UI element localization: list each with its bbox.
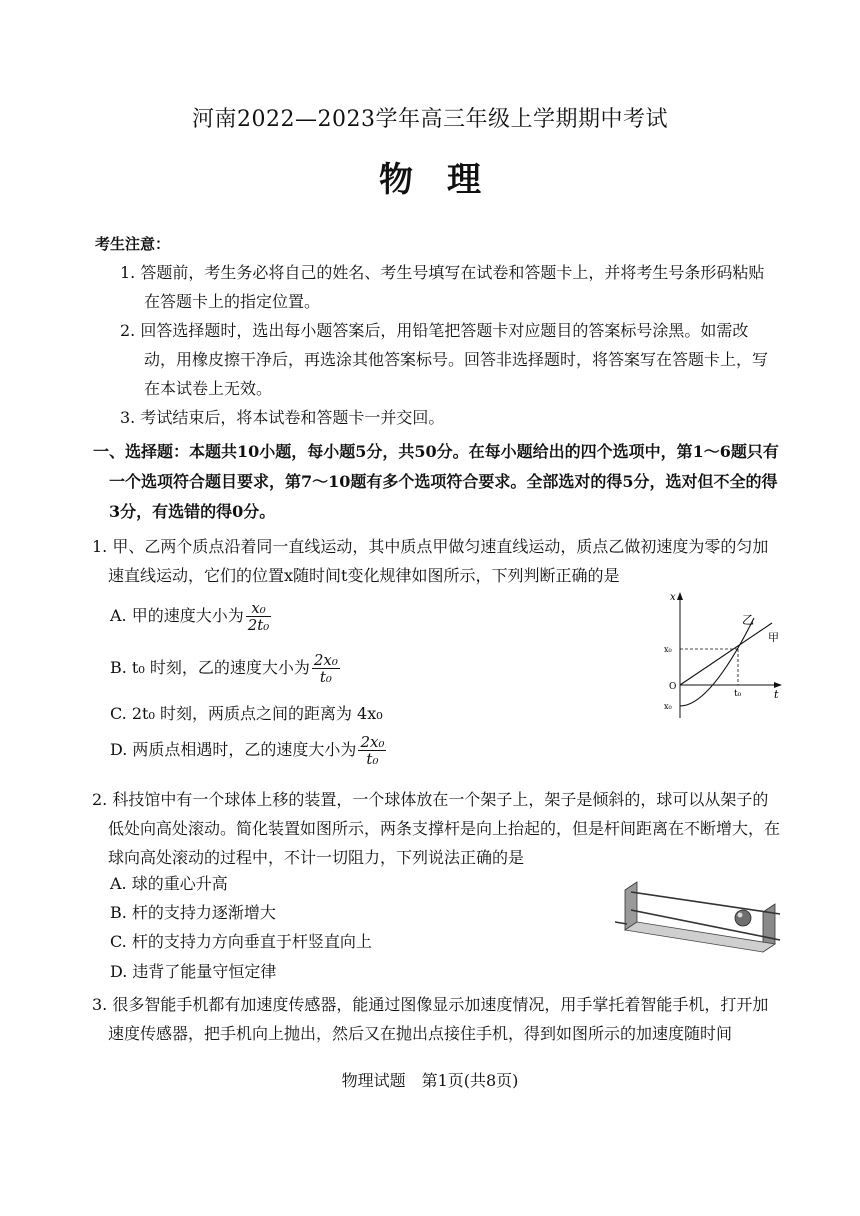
- ball-highlight: [738, 913, 743, 918]
- y-axis-label: x: [670, 592, 676, 603]
- q1-option-c-text: C. 2t₀ 时刻，两质点之间的距离为 4x₀: [110, 704, 383, 723]
- fraction-numerator: 2x₀: [360, 733, 385, 751]
- q1-option-a-fraction: [246, 600, 272, 633]
- fraction-denominator: t₀: [366, 750, 379, 768]
- q1-position-time-graph: [650, 588, 790, 728]
- exam-title: 河南2022—2023学年高三年级上学期期中考试: [192, 107, 668, 132]
- question-2-text: 2. 科技馆中有一个球体上移的装置，一个球体放在一个架子上，架子是倾斜的，球可以从架子的低处向高处滚动。简化装置如图所示，两条支撑杆是向上抬起的，但是杆间距离在不断增大，在球向高处滚动的过程中，不计一切阻力，下列说法正确的是: [92, 790, 781, 867]
- label-jia: 甲: [768, 631, 779, 644]
- y-axis-arrow: [677, 592, 683, 600]
- subject-title: 物理: [379, 160, 515, 200]
- question-1-text: 1. 甲、乙两个质点沿着同一直线运动，其中质点甲做匀速直线运动，质点乙做初速度为零的匀加速直线运动，它们的位置x随时间t变化规律如图所示，下列判断正确的是: [92, 537, 769, 585]
- notice-item: 3. 考试结束后，将本试卷和答题卡一并交回。: [120, 408, 445, 427]
- ball: [735, 910, 751, 926]
- section-text: 一、选择题：本题共10小题，每小题5分，共50分。在每小题给出的四个选项中，第1～6题只有一个选项符合题目要求，第7～10题有多个选项符合要求。全部选对的得5分，选对但不全的得3分，有选错的得0分。: [93, 442, 779, 521]
- curve-yi: [680, 618, 754, 706]
- y-tick-x0: x₀: [664, 645, 672, 654]
- notice-heading: 考生注意：: [95, 235, 171, 253]
- q2-option-b: B. 杆的支持力逐渐增大: [110, 903, 276, 922]
- q1-option-b-text: B. t₀ 时刻，乙的速度大小为: [110, 658, 310, 677]
- question-2-stem: [92, 785, 782, 872]
- fraction-denominator: t₀: [319, 668, 332, 686]
- q2-option-d: D. 违背了能量守恒定律: [110, 962, 277, 981]
- line-jia: [680, 623, 772, 685]
- question-1-stem: [92, 532, 782, 590]
- q1-option-c: [110, 702, 383, 726]
- q1-option-a-text: A. 甲的速度大小为: [110, 606, 244, 625]
- notice-list: [120, 258, 775, 432]
- q1-option-b-fraction: [312, 652, 340, 685]
- label-yi: 乙: [742, 613, 755, 627]
- q1-option-d-fraction: [358, 734, 386, 767]
- rod-upper: [631, 892, 780, 914]
- fraction-numerator: x₀: [246, 600, 272, 617]
- q2-option-c: C. 杆的支持力方向垂直于杆竖直向上: [110, 932, 372, 951]
- notice-item: 2. 回答选择题时，选出每小题答案后，用铅笔把答题卡对应题目的答案标号涂黑。如需改动，用橡皮擦干净后，再选涂其他答案标号。回答非选择题时，将答案写在答题卡上，写在本试卷上无效。: [120, 321, 769, 398]
- q1-option-d: [110, 734, 386, 767]
- q1-option-b: [110, 652, 340, 685]
- question-3-stem: [92, 990, 782, 1048]
- q1-option-d-text: D. 两质点相遇时，乙的速度大小为: [110, 740, 357, 759]
- y-intercept-label: x₀: [664, 702, 672, 711]
- x-tick-t0: t₀: [734, 689, 742, 699]
- origin-label: O: [669, 682, 677, 692]
- q2-option-a: A. 球的重心升高: [110, 874, 228, 893]
- x-axis-label: t: [774, 688, 779, 701]
- q2-ball-rack-illustration: [615, 870, 785, 960]
- q1-option-a: [110, 600, 271, 633]
- notice-item: 1. 答题前，考生务必将自己的姓名、考生号填写在试卷和答题卡上，并将考生号条形码粘贴在答题卡上的指定位置。: [120, 263, 765, 311]
- section-instructions: [93, 437, 783, 527]
- fraction-denominator: 2t₀: [247, 616, 270, 634]
- fraction-numerator: 2x₀: [313, 651, 338, 669]
- question-3-text: 3. 很多智能手机都有加速度传感器，能通过图像显示加速度情况，用手掌托着智能手机，打开加速度传感器，把手机向上抛出，然后又在抛出点接住手机，得到如图所示的加速度随时间: [92, 995, 769, 1043]
- rack-base: [625, 922, 775, 952]
- page-footer: 物理试题 第1页(共8页): [341, 1071, 519, 1090]
